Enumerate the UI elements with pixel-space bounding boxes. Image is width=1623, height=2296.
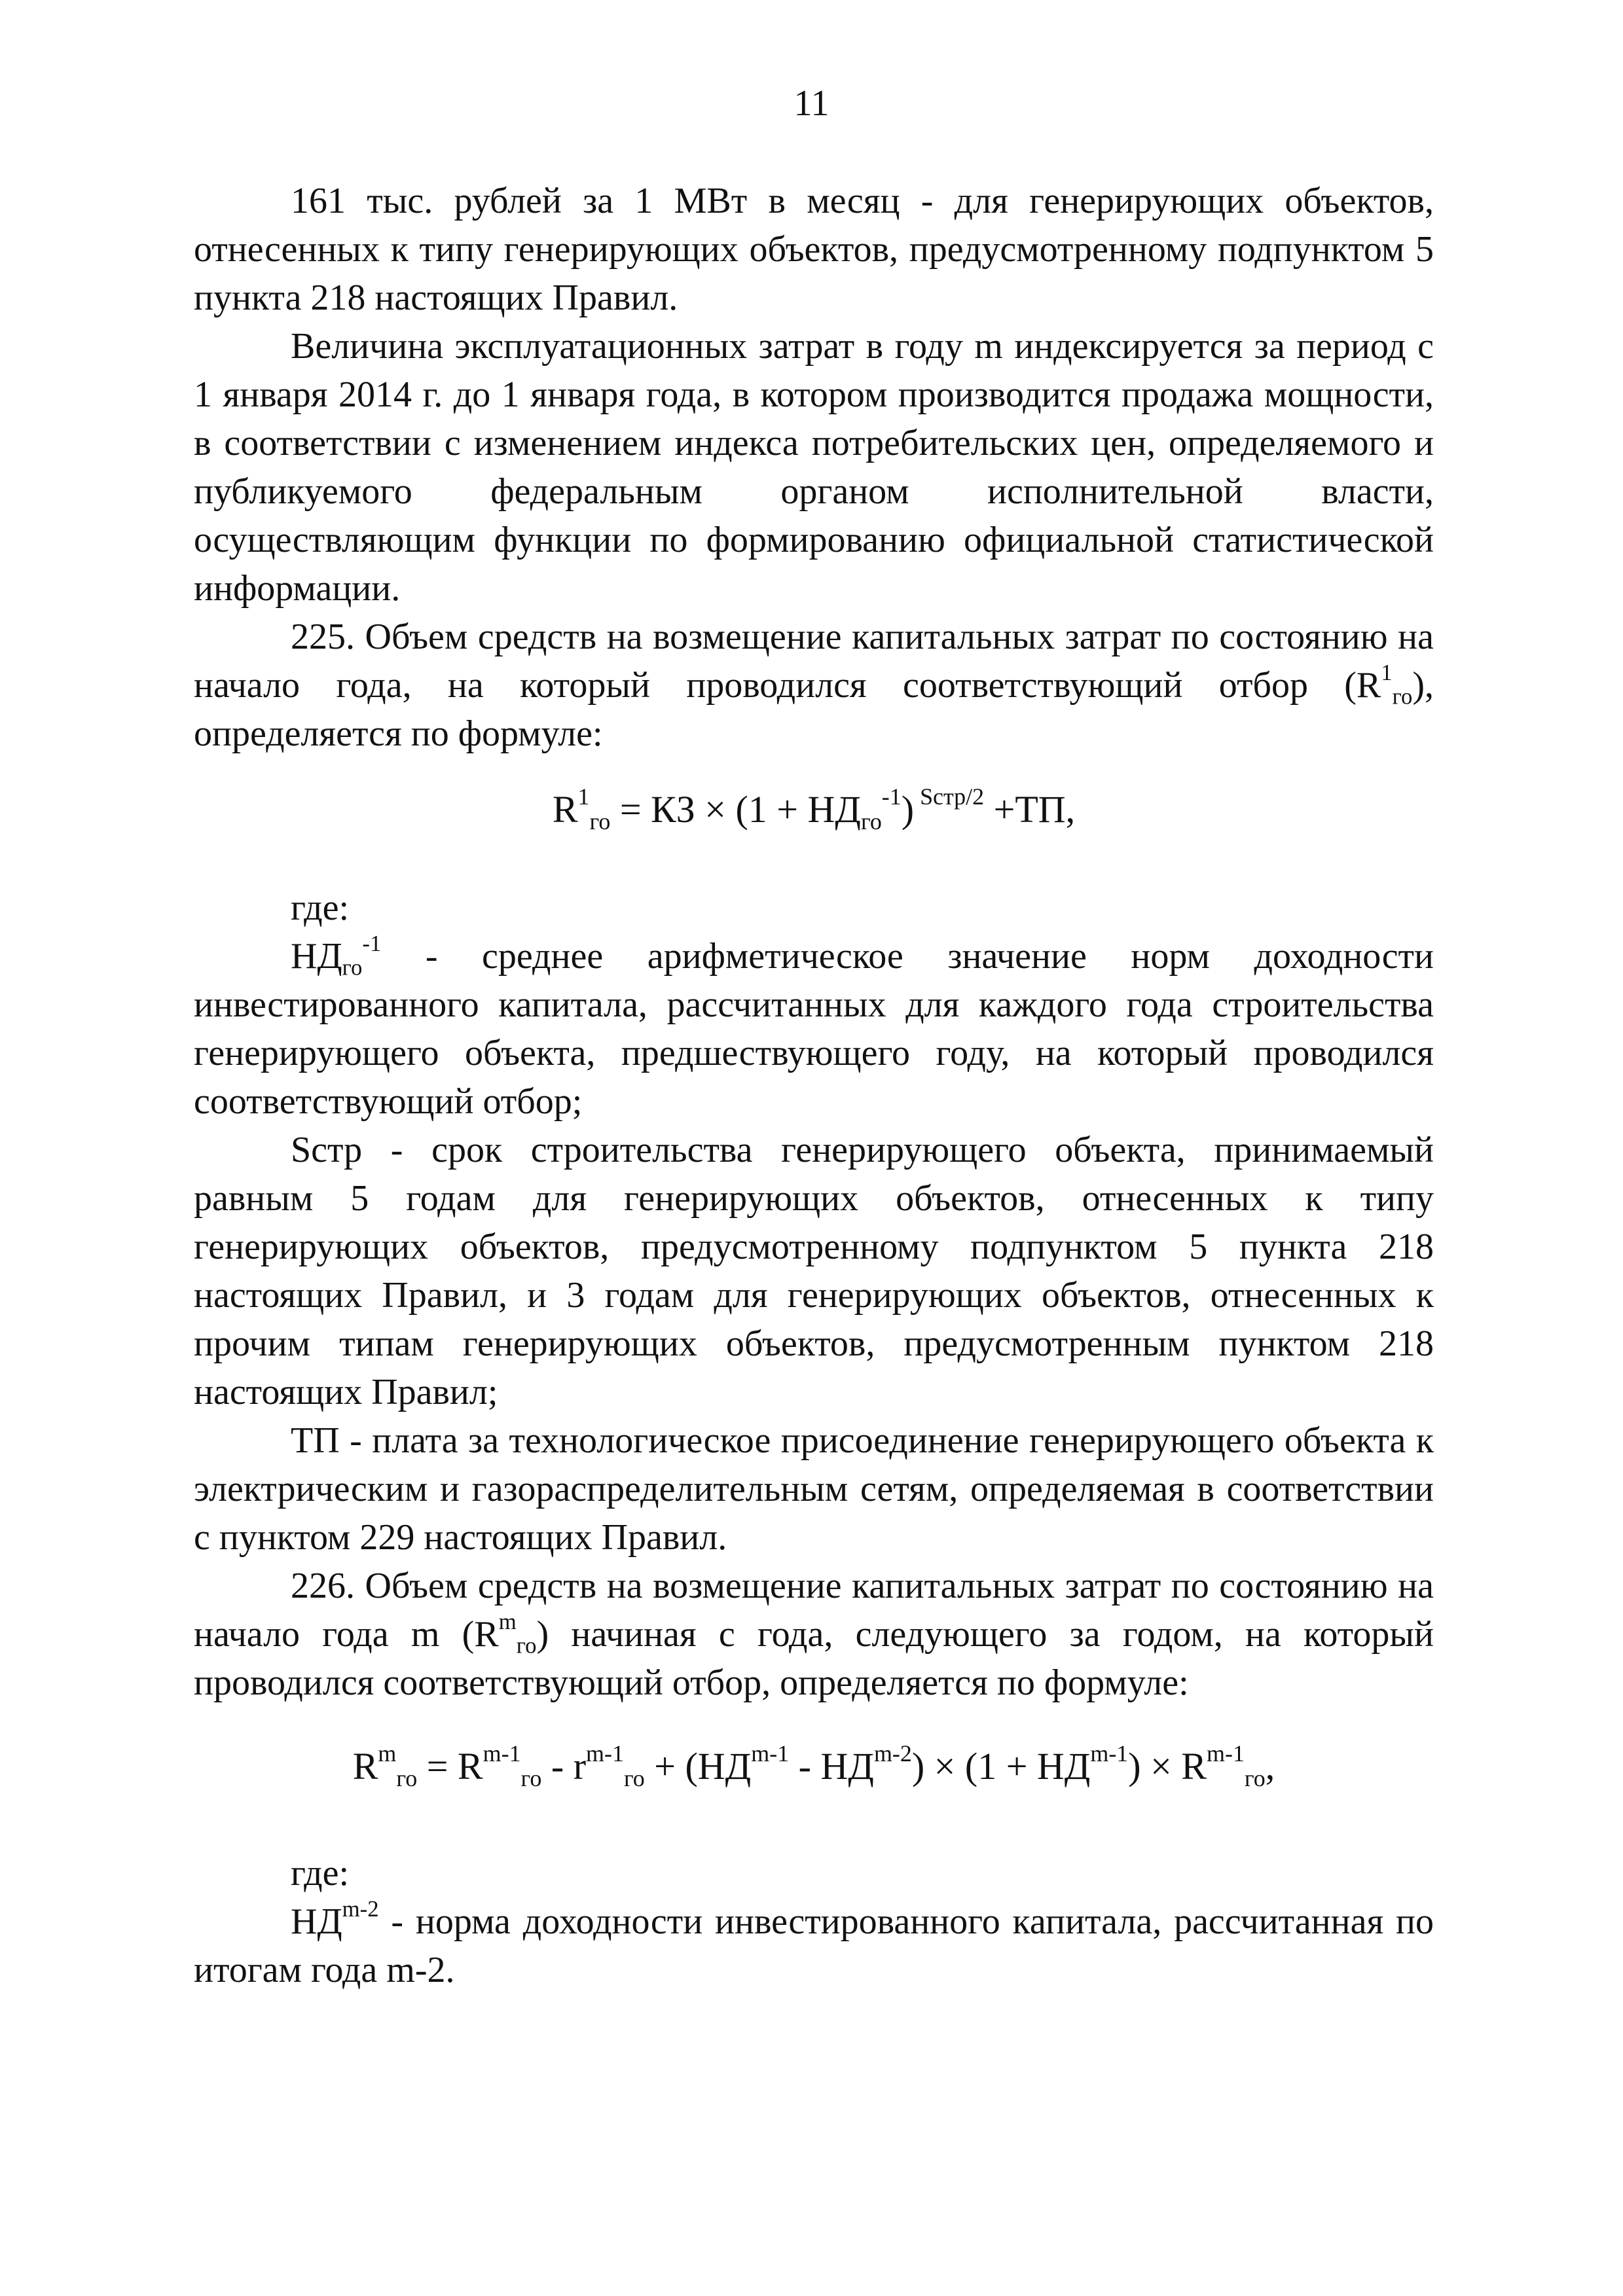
paragraph-continuation: 161 тыс. рублей за 1 МВт в месяц - для генерирующих объектов, отнесенных к типу генерирующих объектов, предусмотренному подпунктом 5 пункта 218 настоящих Правил. [194,181,1434,318]
paragraph-225-text: 225. Объем средств на возмещение капитальных затрат по состоянию на начало года, на который проводился соответствующий отбор [194,617,1434,706]
definition-tp: ТП - плата за технологическое присоединение генерирующего объекта к электрическим и газораспределительным сетям, определяемая в соответствии с пунктом 229 настоящих Правил. [194,1420,1434,1558]
definition-nd-m2: НД$^{m-2}$ - норма доходности инвестированного капитала, рассчитанная по итогам года m-2. [194,1896,1434,1991]
paragraph-225-tail: ), определяется по формуле: [194,665,1434,754]
page-number: 11 [793,83,830,124]
paragraph-226: 226. Объем средств на возмещение капитальных затрат по состоянию на начало года m $(R^m_{го})$ начиная с года, следующего за годом, на который проводился соответствующий отбор, определяется по формуле: [194,1565,1434,1703]
formula-225: $R^1_{го}$ = КЗ × $(1 + НД_{го}^{-1})$ $^{Sстр/2}$ +ТП, [552,783,1076,834]
where-label-1: где: [291,887,350,928]
definition-sstr: Sстр - срок строительства генерирующего объекта, принимаемый равным 5 годам для генерирующих объектов, отнесенных к типу генерирующих объектов, предусмотренному подпунктом 5 пункта 218 настоящих Правил, и 3 годам для генерирующих объектов, отнесенных к прочим типам генерирующих объектов, предусмотренным пунктом 218 настоящих Правил; [194,1129,1434,1412]
paragraph-indexation: Величина эксплуатационных затрат в году m индексируется за период с 1 января 2014 г. до 1 января года, в котором производится продажа мощности, в соответствии с изменением индекса потребительских цен, определяемого и публикуемого федеральным органом исполнительной власти, осуществляющим функции по формированию официальной статистической информации. [194,326,1434,609]
formula-226: $R^m_{го} = R^{m-1}_{го} - r^{m-1}_{го} + (НД^{m-1} - НД^{m-2}) \times (1 + НД^{m-1}) \times R^{m-1}_{го}$, [352,1740,1275,1791]
document-body [194,177,1434,1994]
definition-nd: $НД_{го}^{-1}$ - среднее арифметическое значение норм доходности инвестированного капитала, рассчитанных для каждого года строительства генерирующего объекта, предшествующего году, на который проводился соответствующий отбор; [194,930,1434,1122]
paragraph-225 [194,613,1434,758]
where-label-2: где: [291,1853,350,1894]
symbol-r1: ($R^1_{го}$ [1344,659,1413,709]
